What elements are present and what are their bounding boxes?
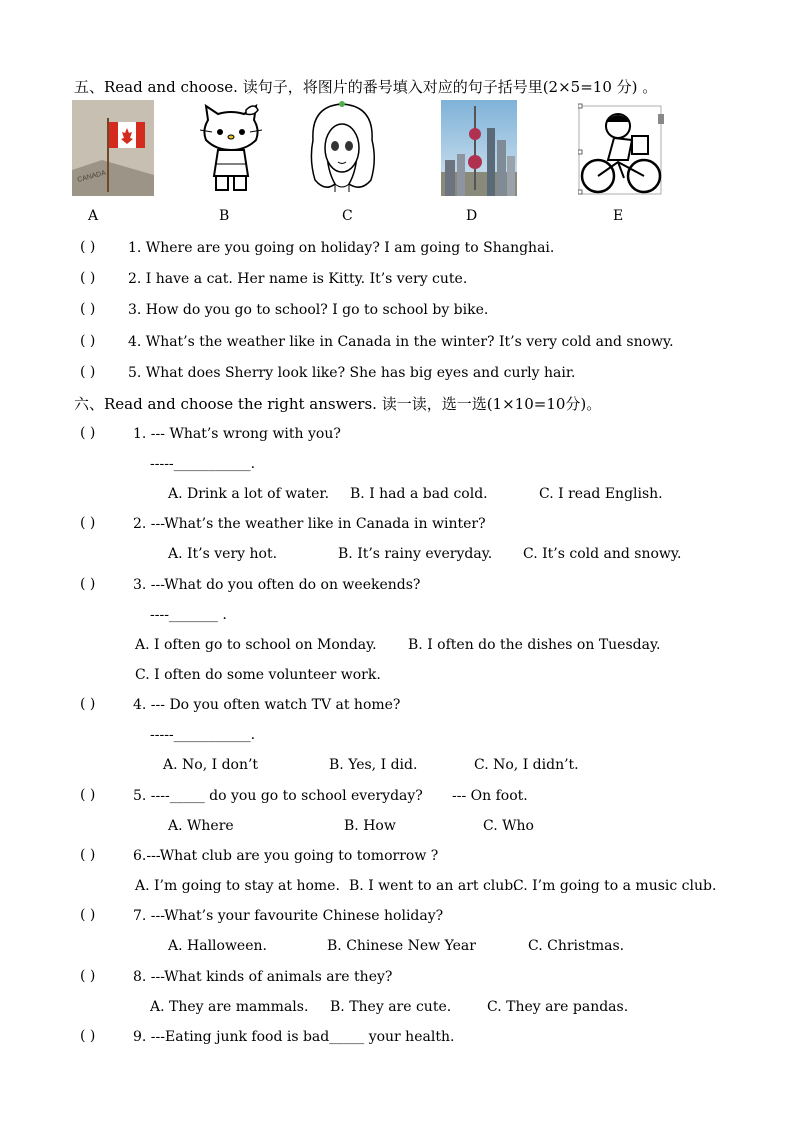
answer-paren[interactable]: ( ) [80, 270, 96, 286]
answer-paren[interactable]: ( ) [80, 333, 96, 349]
section5-item-1: 1. Where are you going on holiday? I am going to Shanghai. [128, 240, 555, 256]
section5-item-3: 3. How do you go to school? I go to school by bike. [128, 302, 489, 318]
picture-a [72, 100, 154, 196]
question-6-stem: 6.---What club are you going to tomorrow ? [133, 848, 439, 864]
answer-paren[interactable]: ( ) [80, 847, 96, 863]
section5-title: 五、Read and choose. 读句子，将图片的番号填入对应的句子括号里(2×5=10 分) 。 [74, 78, 658, 96]
question-5-option-a: A. Where [168, 818, 234, 834]
question-3-option-b: B. I often do the dishes on Tuesday. [408, 637, 661, 653]
question-1-blank: -----___________. [150, 456, 256, 472]
question-3-blank: ----_______ . [150, 607, 227, 623]
question-2-stem: 2. ---What’s the weather like in Canada in winter? [133, 516, 486, 532]
question-6-option-c: C. I’m going to a music club. [513, 878, 717, 894]
question-5-option-c: C. Who [483, 818, 534, 834]
canada-caption: CANADA [76, 169, 107, 184]
question-2-option-c: C. It’s cold and snowy. [523, 546, 682, 562]
question-6-option-b: B. I went to an art club. [349, 878, 518, 894]
question-4-option-b: B. Yes, I did. [329, 757, 418, 773]
question-7-option-c: C. Christmas. [528, 938, 625, 954]
question-1-option-c: C. I read English. [539, 486, 663, 502]
question-8-option-c: C. They are pandas. [487, 999, 629, 1015]
question-3-stem: 3. ---What do you often do on weekends? [133, 577, 421, 593]
answer-paren[interactable]: ( ) [80, 968, 96, 984]
picture-label-d: D [466, 208, 478, 224]
picture-label-c: C [342, 208, 353, 224]
canada-flag-icon [72, 100, 154, 196]
question-4-option-c: C. No, I didn’t. [474, 757, 579, 773]
question-1-stem: 1. --- What’s wrong with you? [133, 426, 341, 442]
question-1-option-a: A. Drink a lot of water. [168, 486, 330, 502]
answer-paren[interactable]: ( ) [80, 907, 96, 923]
question-8-option-a: A. They are mammals. [150, 999, 309, 1015]
question-5-answer: --- On foot. [452, 788, 528, 804]
question-3-option-a: A. I often go to school on Monday. [135, 637, 377, 653]
answer-paren[interactable]: ( ) [80, 696, 96, 712]
picture-d [441, 100, 517, 196]
shanghai-skyline-icon [441, 100, 517, 196]
question-4-stem: 4. --- Do you often watch TV at home? [133, 697, 401, 713]
answer-paren[interactable]: ( ) [80, 515, 96, 531]
question-9-stem: 9. ---Eating junk food is bad_____ your health. [133, 1029, 455, 1045]
answer-paren[interactable]: ( ) [80, 239, 96, 255]
answer-paren[interactable]: ( ) [80, 425, 96, 441]
question-4-option-a: A. No, I don’t [163, 757, 259, 773]
section5-item-5: 5. What does Sherry look like? She has big eyes and curly hair. [128, 365, 576, 381]
question-5-stem: 5. ----_____ do you go to school everyday? [133, 788, 423, 804]
picture-label-a: A [88, 208, 99, 224]
picture-b [196, 100, 266, 196]
answer-paren[interactable]: ( ) [80, 576, 96, 592]
section5-item-4: 4. What’s the weather like in Canada in the winter? It’s very cold and snowy. [128, 334, 674, 350]
section5-item-2: 2. I have a cat. Her name is Kitty. It’s very cute. [128, 271, 468, 287]
picture-label-e: E [613, 208, 624, 224]
question-8-stem: 8. ---What kinds of animals are they? [133, 969, 393, 985]
question-1-option-b: B. I had a bad cold. [350, 486, 488, 502]
curly-hair-girl-icon [305, 100, 380, 196]
picture-c [305, 100, 380, 196]
question-2-option-a: A. It’s very hot. [168, 546, 278, 562]
section6-title: 六、Read and choose the right answers. 读一读，选一选(1×10=10分)。 [74, 395, 602, 413]
answer-paren[interactable]: ( ) [80, 364, 96, 380]
answer-paren[interactable]: ( ) [80, 787, 96, 803]
question-6-option-a: A. I’m going to stay at home. [135, 878, 340, 894]
question-8-option-b: B. They are cute. [330, 999, 452, 1015]
question-7-option-a: A. Halloween. [168, 938, 267, 954]
picture-label-b: B [219, 208, 230, 224]
answer-paren[interactable]: ( ) [80, 1028, 96, 1044]
answer-paren[interactable]: ( ) [80, 301, 96, 317]
hello-kitty-icon [196, 100, 266, 196]
question-7-stem: 7. ---What’s your favourite Chinese holiday? [133, 908, 444, 924]
question-7-option-b: B. Chinese New Year [327, 938, 476, 954]
picture-e [578, 100, 664, 196]
question-3-option-c: C. I often do some volunteer work. [135, 667, 381, 683]
question-2-option-b: B. It’s rainy everyday. [338, 546, 493, 562]
boy-on-bike-icon [578, 100, 664, 196]
question-5-option-b: B. How [344, 818, 396, 834]
question-4-blank: -----___________. [150, 727, 256, 743]
